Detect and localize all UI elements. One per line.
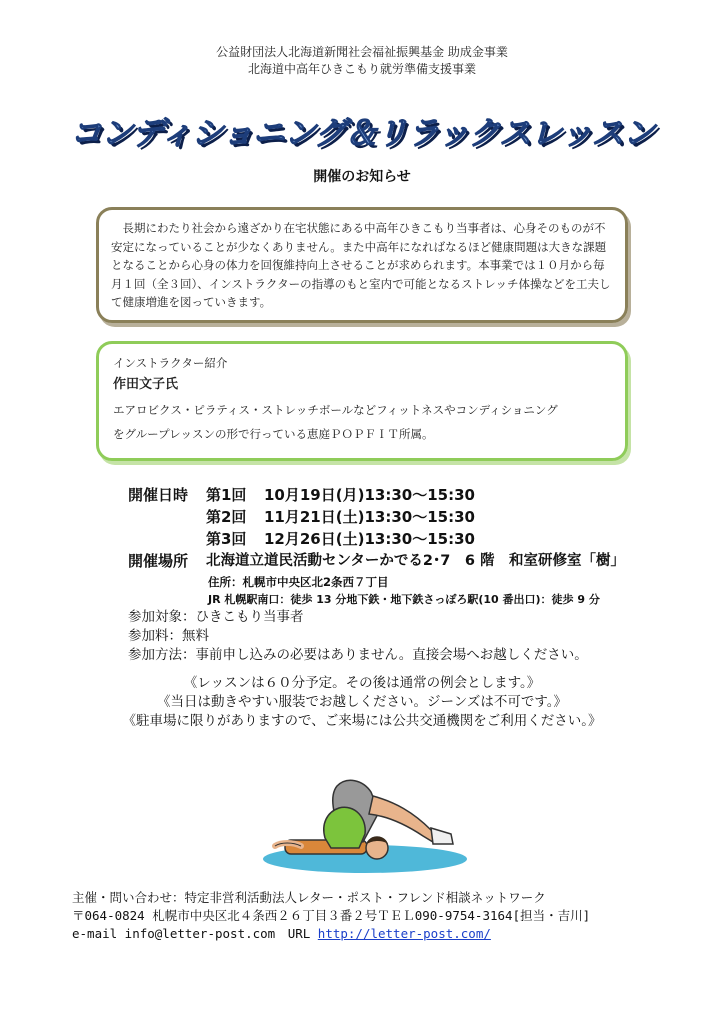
stretch-illustration bbox=[255, 762, 475, 882]
intro-box bbox=[96, 207, 628, 323]
instructor-description bbox=[113, 398, 611, 446]
participation-target: 参加対象：ひきこもり当事者 bbox=[128, 609, 304, 625]
session-number: 第2回 bbox=[206, 508, 247, 526]
header-line-foundation: 公益財団法人北海道新聞社会福祉振興基金 助成金事業 bbox=[216, 45, 508, 59]
instructor-description-line: エアロビクス・ピラティス・ストレッチボールなどフィットネスやコンディショニング bbox=[113, 403, 558, 417]
session-datetime: 11月21日(土)13:30～15:30 bbox=[264, 508, 475, 526]
venue-label: 開催場所 bbox=[128, 552, 189, 570]
instructor-name: 作田文子氏 bbox=[113, 377, 179, 392]
page-title: コンディショニング＆リラックスレッスン bbox=[70, 114, 654, 152]
note-line: 《レッスンは６０分予定。その後は通常の例会とします。》 bbox=[183, 675, 541, 691]
instructor-label: インストラクター紹介 bbox=[113, 356, 228, 370]
notes bbox=[0, 674, 724, 731]
session-number: 第3回 bbox=[206, 530, 247, 548]
header-line-project: 北海道中高年ひきこもり就労準備支援事業 bbox=[247, 62, 476, 76]
date-label: 開催日時 bbox=[128, 486, 189, 504]
footer-organizer: 主催・問い合わせ：特定非営利活動法人レター・ポスト・フレンド相談ネットワーク bbox=[72, 890, 546, 905]
legs bbox=[369, 796, 439, 842]
session-number: 第1回 bbox=[206, 486, 247, 504]
venue-address: 住所：札幌市中央区北2条西７丁目 bbox=[208, 575, 389, 589]
venue-name: 北海道立道民活動センターかでる2･7 6 階 和室研修室「樹」 bbox=[206, 553, 625, 569]
header bbox=[0, 44, 724, 78]
footer-email: e-mail info@letter-post.com URL bbox=[72, 926, 318, 941]
session-datetime: 12月26日(土)13:30～15:30 bbox=[264, 530, 475, 548]
notice-heading: 開催のお知らせ bbox=[313, 169, 411, 185]
footer-address: 〒064-0824 札幌市中央区北４条西２６丁目３番２号ＴＥＬ090-9754-3164[担当・吉川] bbox=[72, 908, 591, 923]
footer-contact bbox=[72, 925, 590, 943]
instructor-box bbox=[96, 341, 628, 461]
participation-method: 参加方法：事前申し込みの必要はありません。直接会場へお越しください。 bbox=[128, 647, 588, 663]
instructor-description-line: をグループレッスンの形で行っている恵庭ＰＯＰＦＩＴ所属。 bbox=[113, 427, 434, 441]
intro-text: 長期にわたり社会から遠ざかり在宅状態にある中高年ひきこもり当事者は、心身そのものが不安定になっていることが少なくありません。また中高年になればなるほど健康問題は大きな課題となることから心身の体力を回復維持向上させることが求められます。本事業では１０月から毎月１回（全３回）、インストラクターの指導のもと室内で可能となるストレッチ体操などを工夫して健康増進を図っていきます。 bbox=[111, 221, 611, 309]
note-line: 《駐車場に限りがありますので、ご来場には公共交通機関をご利用ください。》 bbox=[122, 713, 602, 729]
website-link[interactable]: http://letter-post.com/ bbox=[317, 926, 491, 941]
note-line: 《当日は動きやすい服装でお越しください。ジーンズは不可です。》 bbox=[157, 694, 567, 710]
footer bbox=[72, 889, 590, 943]
participation-fee: 参加料：無料 bbox=[128, 628, 209, 644]
shirt bbox=[324, 807, 365, 848]
venue-access: JR 札幌駅南口：徒歩 13 分地下鉄・地下鉄さっぽろ駅(10 番出口)：徒歩 9 分 bbox=[208, 593, 600, 606]
session-datetime: 10月19日(月)13:30～15:30 bbox=[264, 486, 475, 504]
shoe-icon bbox=[431, 828, 453, 844]
